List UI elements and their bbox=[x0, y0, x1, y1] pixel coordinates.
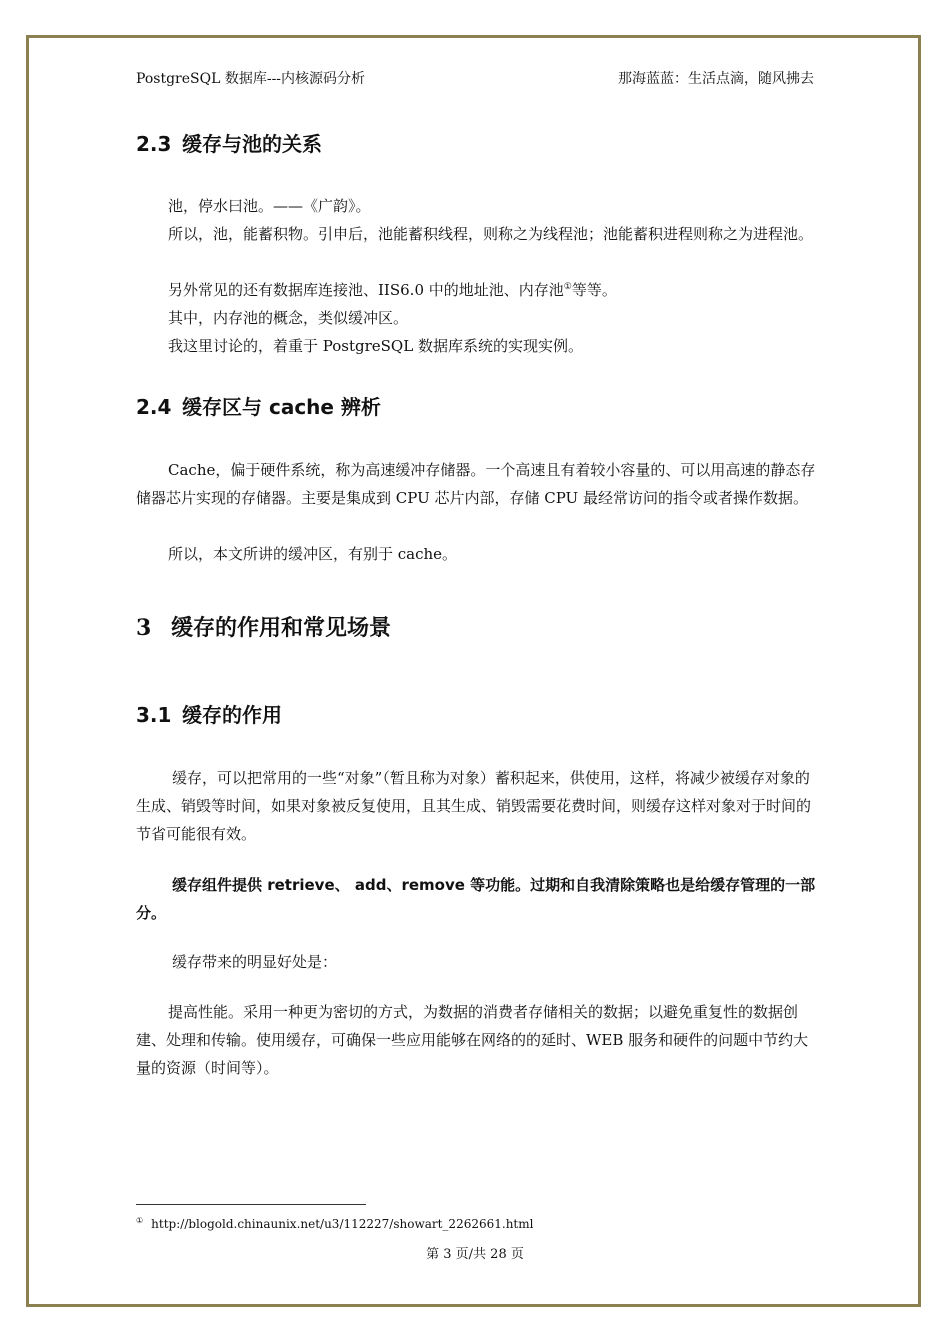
footnote-reference[interactable]: ① bbox=[563, 282, 572, 292]
heading-number: 3.1 bbox=[136, 703, 172, 727]
paragraph: Cache，偏于硬件系统，称为高速缓冲存储器。一个高速且有着较小容量的、可以用高速的静态存储器芯片实现的存储器。主要是集成到 CPU 芯片内部，存储 CPU 最经常访问的指令或者操作数据。 bbox=[136, 461, 816, 507]
heading-2-4 bbox=[136, 394, 381, 420]
header-book-title: PostgreSQL 数据库---内核源码分析 bbox=[136, 71, 366, 87]
footnote-link[interactable]: http://blogold.chinaunix.net/u3/112227/showart_2262661.html bbox=[151, 1217, 534, 1231]
bold-paragraph: 缓存组件提供 retrieve、 add、remove 等功能。过期和自我清除策略也是给缓存管理的一部分。 bbox=[136, 876, 816, 922]
paragraph: 池，停水曰池。——《广韵》。 bbox=[168, 197, 371, 215]
page-header bbox=[136, 68, 814, 90]
header-author-motto: 那海蓝蓝：生活点滴，随风拂去 bbox=[618, 71, 814, 87]
paragraph: 所以，本文所讲的缓冲区，有别于 cache。 bbox=[168, 545, 458, 563]
paragraph-with-footnote: 另外常见的还有数据库连接池、IIS6.0 中的地址池、内存池①等等。 bbox=[168, 281, 617, 299]
paragraph: 缓存带来的明显好处是： bbox=[172, 953, 338, 971]
heading-number: 3 bbox=[136, 615, 152, 641]
heading-text: 缓存的作用 bbox=[182, 703, 282, 727]
paragraph: 所以，池，能蓄积物。引申后，池能蓄积线程，则称之为线程池；池能蓄积进程则称之为进程池。 bbox=[168, 225, 814, 243]
heading-3 bbox=[136, 613, 391, 643]
heading-number: 2.4 bbox=[136, 395, 172, 419]
heading-2-3 bbox=[136, 131, 322, 157]
paragraph: 其中，内存池的概念，类似缓冲区。 bbox=[168, 309, 409, 327]
heading-number: 2.3 bbox=[136, 132, 172, 156]
heading-text: 缓存区与 cache 辨析 bbox=[182, 395, 381, 419]
footnote bbox=[136, 1212, 533, 1233]
heading-text: 缓存的作用和常见场景 bbox=[171, 615, 392, 641]
footnote-mark: ① bbox=[136, 1216, 144, 1225]
page-number: 第 3 页/共 28 页 bbox=[426, 1247, 524, 1262]
paragraph: 我这里讨论的，着重于 PostgreSQL 数据库系统的实现实例。 bbox=[168, 337, 583, 355]
heading-text: 缓存与池的关系 bbox=[182, 132, 322, 156]
footnote-separator bbox=[136, 1204, 366, 1205]
heading-3-1 bbox=[136, 702, 282, 728]
paragraph: 缓存，可以把常用的一些“对象”（暂且称为对象）蓄积起来，供使用，这样，将减少被缓存对象的生成、销毁等时间，如果对象被反复使用，且其生成、销毁需要花费时间，则缓存这样对象对于时间的节省可能很有效。 bbox=[136, 769, 812, 843]
paragraph: 提高性能。采用一种更为密切的方式，为数据的消费者存储相关的数据；以避免重复性的数据创建、处理和传输。使用缓存，可确保一些应用能够在网络的的延时、WEB 服务和硬件的问题中节约大量的资源（时间等）。 bbox=[136, 1003, 809, 1077]
